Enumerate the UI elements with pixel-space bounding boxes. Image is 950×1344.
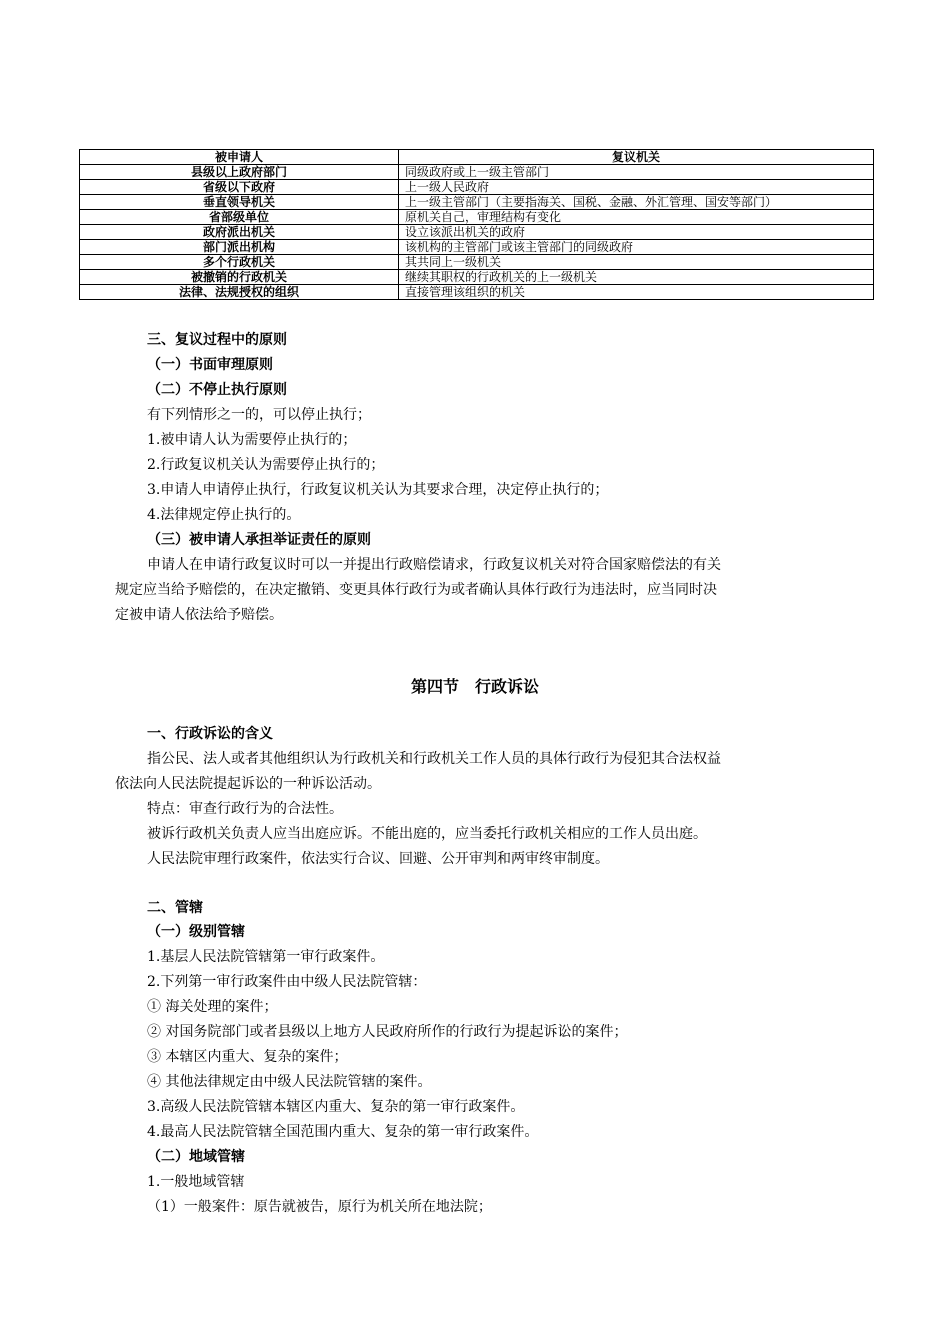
- list-item: ② 对国务院部门或者县级以上地方人民政府所作的行政行为提起诉讼的案件；: [147, 1024, 628, 1040]
- table-cell-review-body: 继续其职权的行政机关的上一级机关: [399, 270, 874, 285]
- paragraph-line: 指公民、法人或者其他组织认为行政机关和行政机关工作人员的具体行政行为侵犯其合法权益: [147, 751, 721, 767]
- table-cell-review-body: 原机关自己，审理结构有变化: [399, 210, 874, 225]
- system-text: 人民法院审理行政案件，依法实行合议、回避、公开审判和两审终审制度。: [147, 851, 609, 867]
- table-header-respondent: 被申请人: [80, 150, 399, 165]
- meaning-heading: 一、行政诉讼的含义: [147, 726, 273, 742]
- list-item: （1）一般案件：原告就被告，原行为机关所在地法院；: [147, 1199, 492, 1215]
- table-row: [80, 225, 874, 240]
- table-cell-respondent: 部门派出机构: [80, 240, 399, 255]
- table-row: [80, 165, 874, 180]
- list-item: 1.被申请人认为需要停止执行的；: [147, 432, 357, 448]
- table-row: [80, 270, 874, 285]
- principles-heading: 三、复议过程中的原则: [147, 332, 287, 348]
- list-item: 4.法律规定停止执行的。: [147, 507, 301, 523]
- paragraph-line: 规定应当给予赔偿的，在决定撤销、变更具体行政行为或者确认具体行政行为违法时，应当同时决: [115, 582, 717, 598]
- suspension-intro: 有下列情形之一的，可以停止执行；: [147, 407, 371, 423]
- list-item: 4.最高人民法院管辖全国范围内重大、复杂的第一审行政案件。: [147, 1124, 539, 1140]
- table-cell-review-body: 上一级主管部门（主要指海关、国税、金融、外汇管理、国安等部门）: [399, 195, 874, 210]
- table-cell-respondent: 多个行政机关: [80, 255, 399, 270]
- table-row: [80, 240, 874, 255]
- table-cell-review-body: 同级政府或上一级主管部门: [399, 165, 874, 180]
- list-item: ④ 其他法律规定由中级人民法院管辖的案件。: [147, 1074, 432, 1090]
- list-item: 1.基层人民法院管辖第一审行政案件。: [147, 949, 385, 965]
- table-row: [80, 255, 874, 270]
- table-cell-respondent: 垂直领导机关: [80, 195, 399, 210]
- review-authority-table: [79, 149, 874, 300]
- section-title: 第四节 行政诉讼: [410, 677, 539, 696]
- list-item: 2.行政复议机关认为需要停止执行的；: [147, 457, 385, 473]
- table-cell-review-body: 上一级人民政府: [399, 180, 874, 195]
- principle-written-review: （一）书面审理原则: [147, 357, 273, 373]
- paragraph-line: 定被申请人依法给予赔偿。: [115, 607, 283, 623]
- list-item: 1.一般地域管辖: [147, 1174, 245, 1190]
- list-item: 3.高级人民法院管辖本辖区内重大、复杂的第一审行政案件。: [147, 1099, 525, 1115]
- table-cell-respondent: 县级以上政府部门: [80, 165, 399, 180]
- table-cell-review-body: 直接管理该组织的机关: [399, 285, 874, 300]
- region-jurisdiction-heading: （二）地域管辖: [147, 1149, 245, 1165]
- list-item: ③ 本辖区内重大、复杂的案件；: [147, 1049, 348, 1065]
- list-item: 2.下列第一审行政案件由中级人民法院管辖：: [147, 974, 427, 990]
- table-cell-respondent: 政府派出机关: [80, 225, 399, 240]
- table-cell-review-body: 该机构的主管部门或该主管部门的同级政府: [399, 240, 874, 255]
- list-item: 3.申请人申请停止执行，行政复议机关认为其要求合理，决定停止执行的；: [147, 482, 609, 498]
- table-header-review-body: 复议机关: [399, 150, 874, 165]
- table-cell-respondent: 法律、法规授权的组织: [80, 285, 399, 300]
- table-cell-review-body: 其共同上一级机关: [399, 255, 874, 270]
- table-row: [80, 180, 874, 195]
- table-header-row: [80, 150, 874, 165]
- principle-no-suspension: （二）不停止执行原则: [147, 382, 287, 398]
- principle-burden-of-proof: （三）被申请人承担举证责任的原则: [147, 532, 371, 548]
- table-cell-respondent: 省级以下政府: [80, 180, 399, 195]
- table-cell-review-body: 设立该派出机关的政府: [399, 225, 874, 240]
- paragraph-line: 依法向人民法院提起诉讼的一种诉讼活动。: [115, 776, 381, 792]
- paragraph-line: 申请人在申请行政复议时可以一并提出行政赔偿请求，行政复议机关对符合国家赔偿法的有关: [147, 557, 721, 573]
- table-cell-respondent: 被撤销的行政机关: [80, 270, 399, 285]
- jurisdiction-heading: 二、管辖: [147, 900, 203, 916]
- table-row: [80, 210, 874, 225]
- feature-text: 特点：审查行政行为的合法性。: [147, 801, 343, 817]
- table-row: [80, 285, 874, 300]
- table-cell-respondent: 省部级单位: [80, 210, 399, 225]
- appear-text: 被诉行政机关负责人应当出庭应诉。不能出庭的，应当委托行政机关相应的工作人员出庭。: [147, 826, 707, 842]
- list-item: ① 海关处理的案件；: [147, 999, 278, 1015]
- table-row: [80, 195, 874, 210]
- level-jurisdiction-heading: （一）级别管辖: [147, 924, 245, 940]
